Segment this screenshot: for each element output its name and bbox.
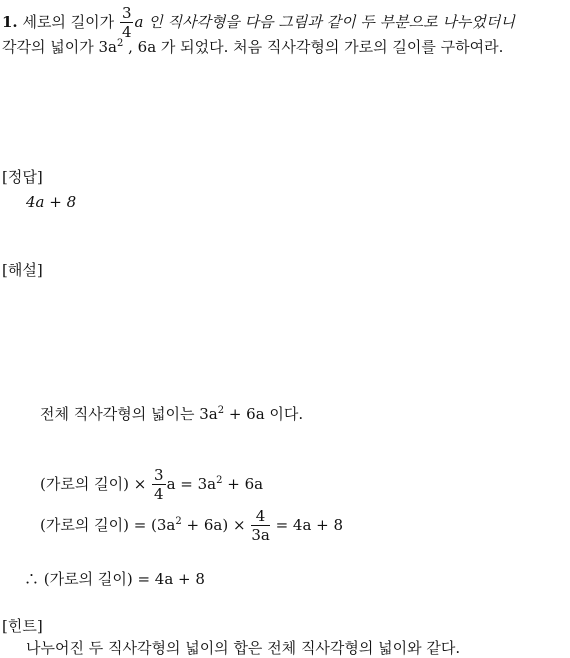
question-line2-a: 각각의 넓이가 3a bbox=[2, 38, 117, 56]
conclusion: ∴ (가로의 길이) = 4a + 8 bbox=[24, 570, 205, 588]
answer-value: 4a + 8 bbox=[26, 193, 77, 211]
question-line2-sup: 2 bbox=[116, 38, 124, 49]
equation-2: (가로의 길이) = $(3a^2 + 6a)$ × $\frac{4}{3a}$ = 4a + 8 bbox=[40, 507, 344, 544]
equation-2-fraction: $\frac{4}{3a}$ bbox=[251, 507, 270, 544]
equation-1-fraction: $\frac{3}{4}$ bbox=[154, 466, 164, 503]
question-line-1 bbox=[2, 6, 515, 40]
question-text-b: a 인 직사각형을 다음 그림과 같이 두 부분으로 나누었더니 bbox=[134, 13, 515, 31]
hint-text: 나누어진 두 직사각형의 넓이의 합은 전체 직사각형의 넓이와 같다. bbox=[26, 639, 461, 657]
explanation-line-1: 전체 직사각형의 넓이는 $3a^2 + 6a$ 이다. bbox=[40, 405, 304, 423]
answer-label: [정답] bbox=[2, 168, 43, 186]
question-text-a: 세로의 길이가 bbox=[22, 13, 119, 31]
equation-1: (가로의 길이) × $\frac{3}{4}$ $a = 3a^2 + 6a$ bbox=[40, 466, 264, 503]
question-number: 1. bbox=[2, 13, 18, 31]
explanation-label: [해설] bbox=[2, 261, 43, 279]
question-fraction: $\frac{3}{4}$ bbox=[121, 4, 132, 41]
question-line-2 bbox=[2, 36, 503, 57]
hint-label: [힌트] bbox=[2, 617, 43, 635]
question-line2-b: , 6a 가 되었다. 처음 직사각형의 가로의 길이를 구하여라. bbox=[123, 38, 504, 56]
